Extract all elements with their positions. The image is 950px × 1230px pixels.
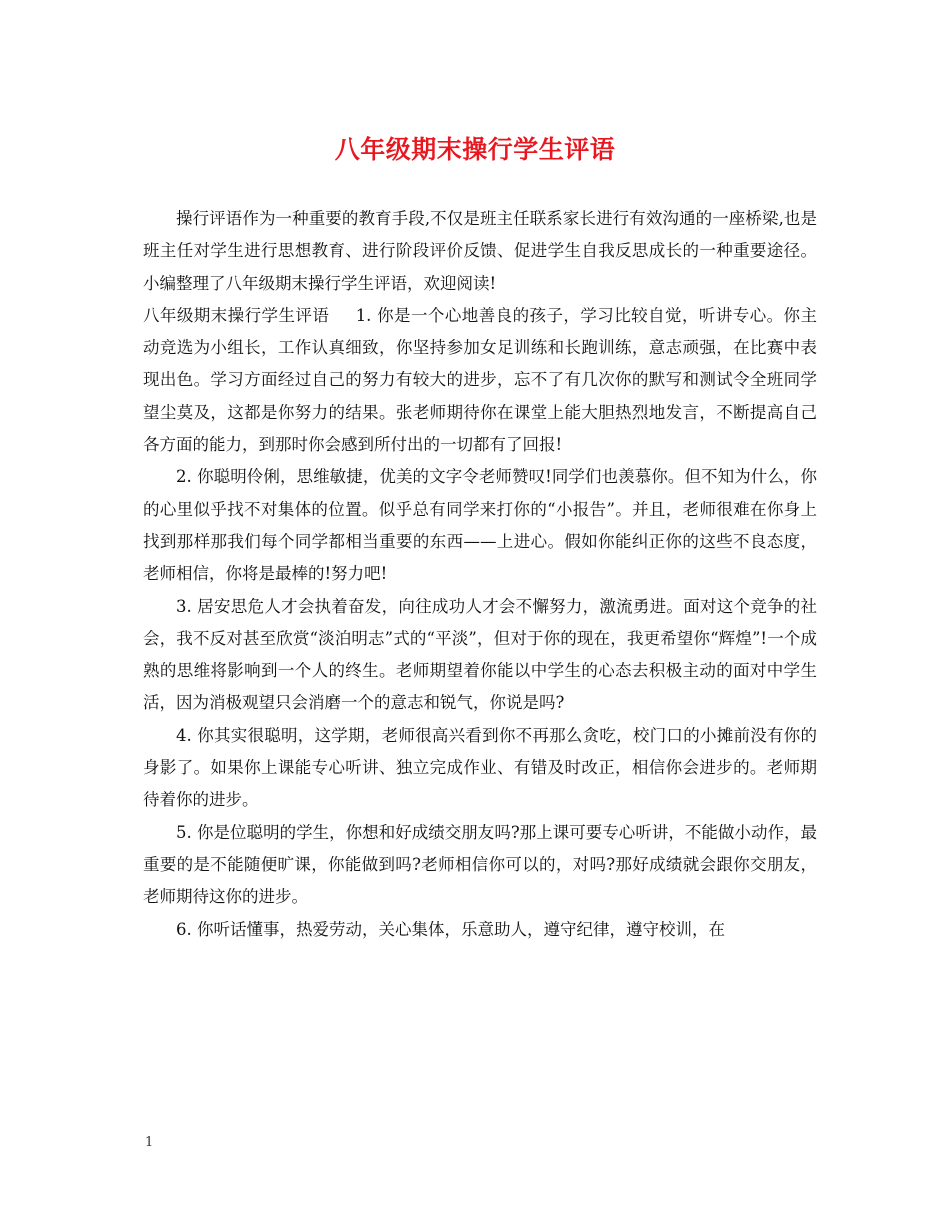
comment-paragraph-2: 2. 你聪明伶俐，思维敏捷，优美的文字令老师赞叹!同学们也羡慕你。但不知为什么，你的心里似乎找不对集体的位置。似乎总有同学来打你的“小报告”。并且，老师很难在你身上找到那样那我们每个同学都相当重要的东西——上进心。假如你能纠正你的这些不良态度，老师相信，你将是最棒的!努力吧! [143, 467, 817, 584]
document-body [143, 203, 817, 946]
comment-paragraph-6: 6. 你听话懂事，热爱劳动，关心集体，乐意助人，遵守纪律，遵守校训，在 [176, 919, 725, 939]
comment-text-1: 1. 你是一个心地善良的孩子，学习比较自觉，听讲专心。你主动竞选为小组长，工作认真细致，你坚持参加女足训练和长跑训练，意志顽强，在比赛中表现出色。学习方面经过自己的努力有较大的进步，忘不了有几次你的默写和测试令全班同学望尘莫及，这都是你努力的结果。张老师期待你在课堂上能大胆热烈地发言，不断提高自己各方面的能力，到那时你会感到所付出的一切都有了回报! [143, 305, 817, 455]
comment-paragraph-5: 5. 你是位聪明的学生，你想和好成绩交朋友吗?那上课可要专心听讲，不能做小动作，最重要的是不能随便旷课，你能做到吗?老师相信你可以的，对吗?那好成绩就会跟你交朋友，老师期待这你的进步。 [143, 822, 817, 907]
comment-paragraph-1 [143, 300, 817, 461]
page-number: 1 [145, 1135, 154, 1150]
document-title: 八年级期末操行学生评语 [334, 135, 616, 164]
comment-paragraph-4: 4. 你其实很聪明，这学期，老师很高兴看到你不再那么贪吃，校门口的小摊前没有你的身影了。如果你上课能专心听讲、独立完成作业、有错及时改正，相信你会进步的。老师期待着你的进步。 [143, 725, 817, 810]
intro-paragraph: 操行评语作为一种重要的教育手段,不仅是班主任联系家长进行有效沟通的一座桥梁,也是班主任对学生进行思想教育、进行阶段评价反馈、促进学生自我反思成长的一种重要途径。小编整理了八年级期末操行学生评语，欢迎阅读! [143, 209, 817, 293]
section-heading: 八年级期末操行学生评语 [143, 305, 330, 325]
comment-paragraph-3: 3. 居安思危人才会执着奋发，向往成功人才会不懈努力，激流勇进。面对这个竞争的社会，我不反对甚至欣赏“淡泊明志”式的“平淡”，但对于你的现在，我更希望你“辉煌”!一个成熟的思维将影响到一个人的终生。老师期望着你能以中学生的心态去积极主动的面对中学生活，因为消极观望只会消磨一个的意志和锐气，你说是吗? [143, 596, 817, 713]
